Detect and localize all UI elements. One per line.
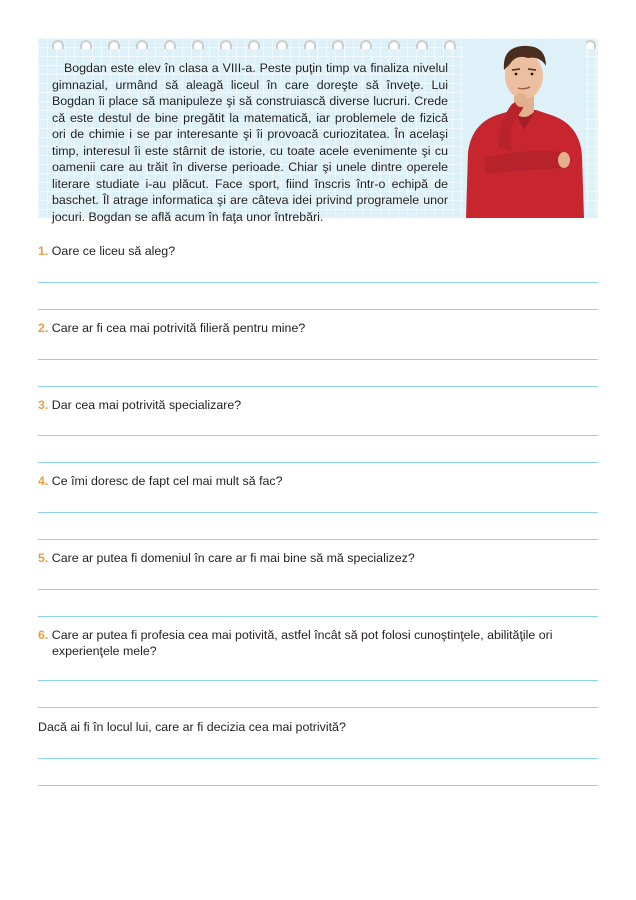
final-question	[38, 719, 598, 735]
answer-line[interactable]	[38, 309, 598, 310]
intro-paragraph: Bogdan este elev în clasa a VIII-a. Peste puţin timp va finaliza nivelul gimnazial, urmând să aleagă liceul în care doreşte să înveţe. Lui Bogdan îi place să manipuleze şi să construiască diverse lucruri. Crede că este destul de bine pregătit la matematică, iar problemele de fizică ori de chimie i se par interesante şi îi provoacă curiozitatea. În acelaşi timp, interesul îi este stârnit de istorie, cu toate acele evenimente şi cu oamenii care au trăit în diverse perioade. Chiar şi unele dintre operele literare studiate i-au plăcut. Face sport, fiind înscris într-o echipă de baschet. Îl atrage informatica şi are câteva idei privind programele unor jocuri. Bogdan se află acum în faţa unor întrebări.	[52, 61, 448, 224]
answer-line[interactable]	[38, 386, 598, 387]
question-text: Care ar putea fi domeniul în care ar fi mai bine să mă specializez?	[51, 551, 415, 565]
answer-line[interactable]	[38, 680, 598, 681]
answer-line[interactable]	[38, 462, 598, 463]
answer-line[interactable]	[38, 512, 598, 513]
question-5	[38, 550, 598, 566]
question-3	[38, 397, 598, 413]
question-2	[38, 320, 598, 336]
question-number: 3.	[38, 398, 49, 412]
question-text: Oare ce liceu să aleg?	[51, 244, 176, 258]
answer-line[interactable]	[38, 282, 598, 283]
question-number: 2.	[38, 321, 49, 335]
final-question-text: Dacă ai fi în locul lui, care ar fi decizia cea mai potrivită?	[38, 720, 346, 734]
question-number: 1.	[38, 244, 49, 258]
question-number: 6.	[38, 628, 49, 642]
answer-line[interactable]	[38, 359, 598, 360]
answer-line[interactable]	[38, 435, 598, 436]
question-text: Care ar fi cea mai potrivită filieră pentru mine?	[51, 321, 306, 335]
question-6	[38, 627, 612, 659]
answer-line[interactable]	[38, 539, 598, 540]
question-4	[38, 473, 598, 489]
student-photo	[462, 40, 586, 218]
question-text: Care ar putea fi profesia cea mai potivită, astfel încât să pot folosi cunoştinţele, abilităţile ori experienţele mele?	[51, 628, 553, 658]
answer-line[interactable]	[38, 616, 598, 617]
answer-line[interactable]	[38, 589, 598, 590]
answer-line[interactable]	[38, 785, 598, 786]
question-number: 4.	[38, 474, 49, 488]
answer-line[interactable]	[38, 707, 598, 708]
question-text: Ce îmi doresc de fapt cel mai mult să fac?	[51, 474, 283, 488]
question-text: Dar cea mai potrivită specializare?	[51, 398, 242, 412]
question-number: 5.	[38, 551, 49, 565]
question-1	[38, 243, 598, 259]
answer-line[interactable]	[38, 758, 598, 759]
